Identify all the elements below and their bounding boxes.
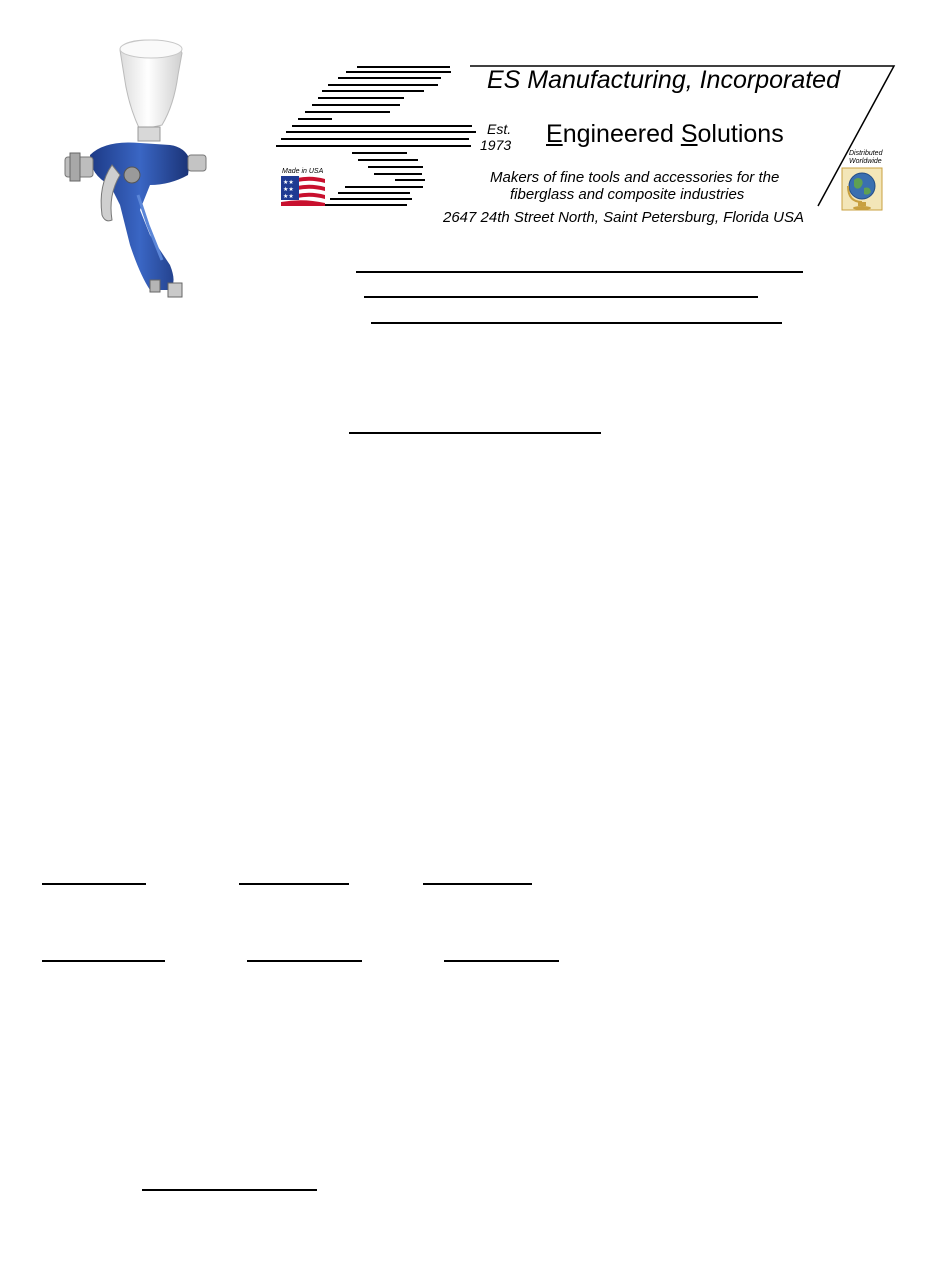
blank-line xyxy=(142,1189,317,1191)
blank-line xyxy=(371,322,782,324)
est-year: 1973 xyxy=(480,137,512,153)
blank-line xyxy=(42,960,165,962)
blank-line xyxy=(42,883,146,885)
blank-line xyxy=(239,883,349,885)
blank-line xyxy=(247,960,362,962)
tagline-word-2: olutions xyxy=(697,120,784,148)
description-line-2: fiberglass and composite industries xyxy=(510,186,745,203)
blank-line xyxy=(356,271,803,273)
blank-line xyxy=(349,432,601,434)
logo-stripes xyxy=(0,0,950,240)
made-in-usa-label: Made in USA xyxy=(282,168,324,175)
company-name: ES Manufacturing, Incorporated xyxy=(487,66,840,94)
tagline-word-1: ngineered xyxy=(562,120,681,148)
globe-icon xyxy=(840,166,884,212)
blank-line xyxy=(364,296,758,298)
svg-text:★★: ★★ xyxy=(283,186,294,193)
tagline xyxy=(546,122,784,147)
distributed-label-1: Distributed xyxy=(849,150,883,157)
blank-line xyxy=(423,883,532,885)
description-line-1: Makers of fine tools and accessories for the xyxy=(490,169,780,186)
tagline-letter-e: E xyxy=(546,120,563,148)
address: 2647 24th Street North, Saint Petersburg, Florida USA xyxy=(443,209,805,226)
svg-text:★★: ★★ xyxy=(283,193,294,200)
svg-text:★★: ★★ xyxy=(283,179,294,186)
usa-flag-icon xyxy=(281,176,325,206)
tagline-letter-s: S xyxy=(680,120,698,148)
est-label: Est. xyxy=(487,121,512,137)
distributed-label-2: Worldwide xyxy=(849,158,882,165)
blank-line xyxy=(444,960,559,962)
